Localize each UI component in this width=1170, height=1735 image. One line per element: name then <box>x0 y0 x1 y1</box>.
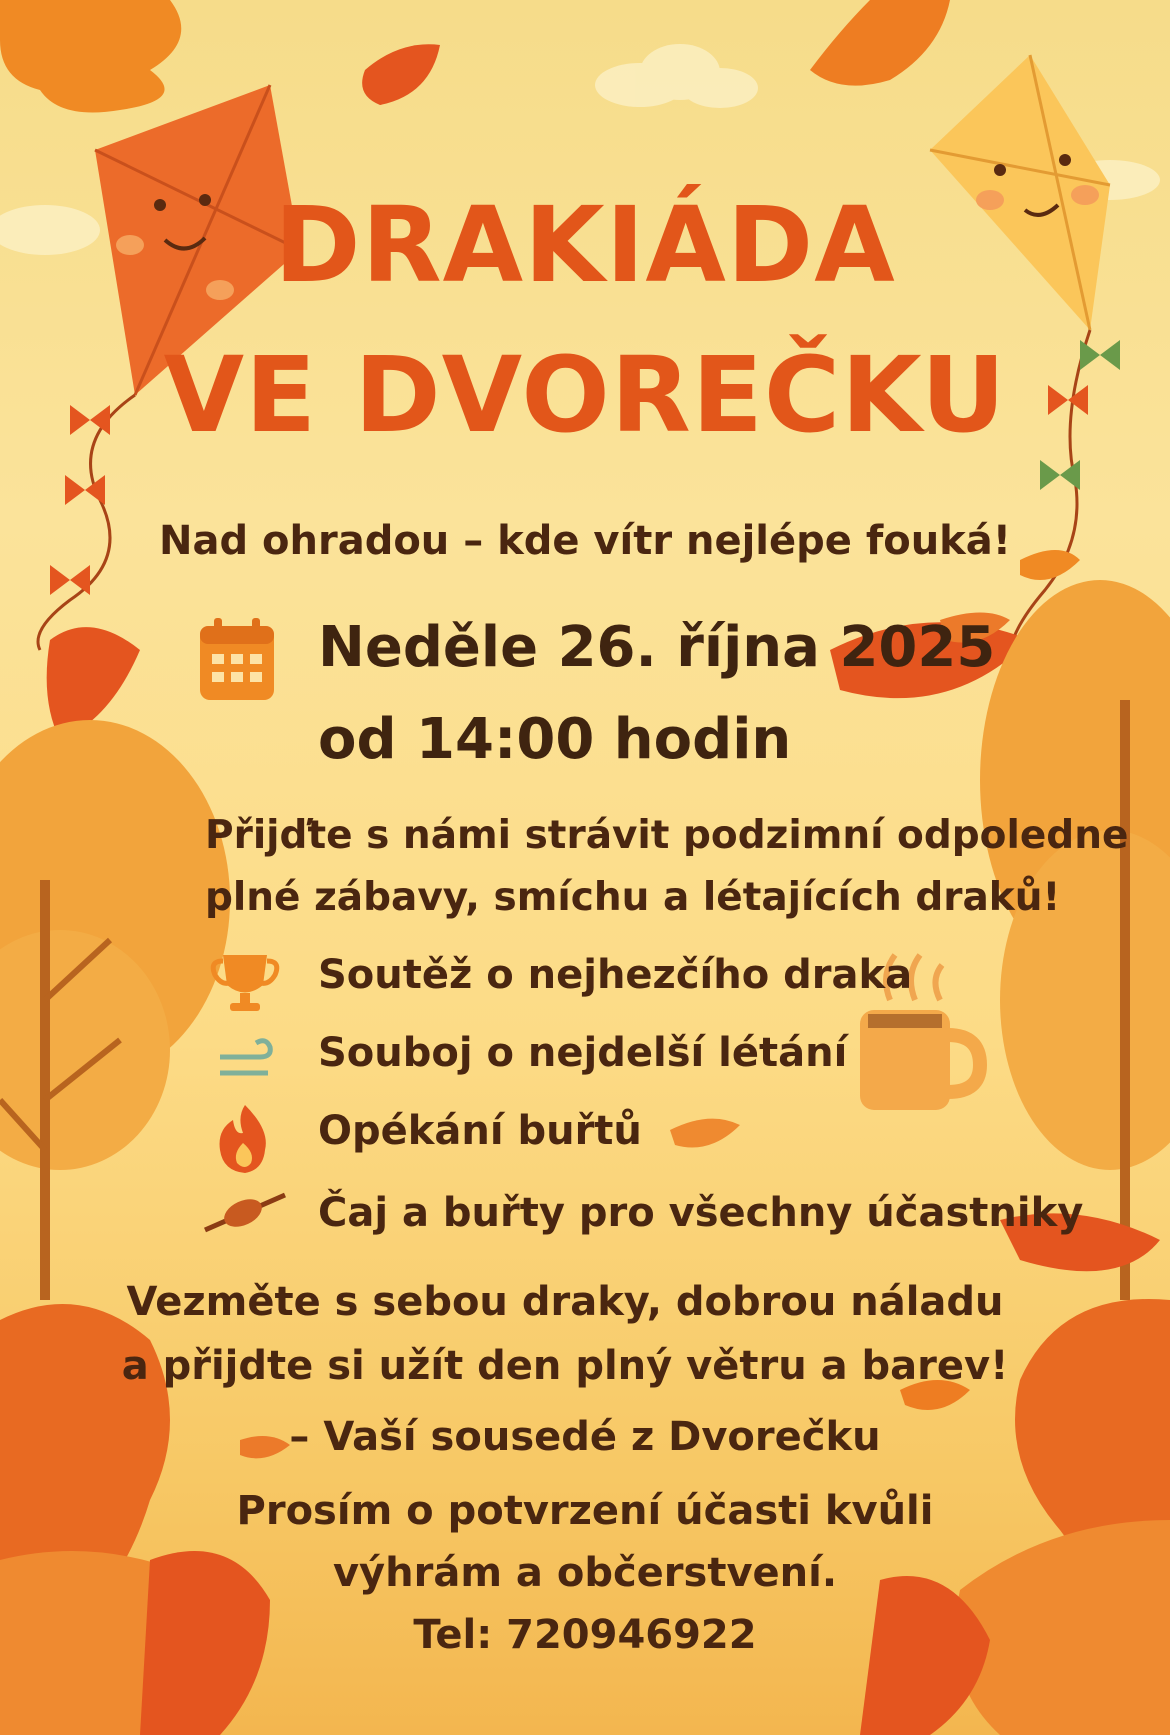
rsvp-line-2: výhrám a občerstvení. <box>332 1550 838 1596</box>
list-item: Čaj a buřty pro všechny účastniky <box>318 1190 1084 1236</box>
intro-text <box>0 805 1170 929</box>
phone-number: Tel: 720946922 <box>413 1612 757 1658</box>
signature: – Vaší sousedé z Dvorečku <box>289 1414 881 1460</box>
title-line-2: VE DVOREČKU <box>163 334 1007 456</box>
poster-title <box>0 170 1170 470</box>
intro-line-1: Přijďte s námi strávit podzimní odpoledne <box>205 813 1129 858</box>
list-item: Souboj o nejdelší létání <box>318 1030 848 1076</box>
date-line: Neděle 26. října 2025 <box>318 615 996 680</box>
rsvp-text <box>0 1480 1170 1666</box>
closing-line-2: a přijdte si užít den plný větru a barev! <box>121 1343 1009 1389</box>
wind-icon <box>220 1041 270 1073</box>
calendar-icon <box>200 618 274 700</box>
intro-line-2: plné zábavy, smíchu a létajících draků! <box>205 875 1061 920</box>
closing-line-1: Vezměte s sebou draky, dobrou náladu <box>126 1279 1004 1325</box>
title-line-1: DRAKIÁDA <box>274 184 896 306</box>
rsvp-line-1: Prosím o potvrzení účasti kvůli <box>236 1488 934 1534</box>
closing-text <box>0 1270 1150 1398</box>
subtitle: Nad ohradou – kde vítr nejlépe fouká! <box>158 518 1012 564</box>
trophy-icon <box>213 955 277 1011</box>
time-line: od 14:00 hodin <box>318 707 792 772</box>
sausage-icon <box>205 1194 285 1233</box>
event-date <box>318 602 995 786</box>
list-item: Opékání buřtů <box>318 1108 642 1154</box>
list-item: Soutěž o nejhezčího draka <box>318 952 913 998</box>
fire-icon <box>220 1105 266 1173</box>
